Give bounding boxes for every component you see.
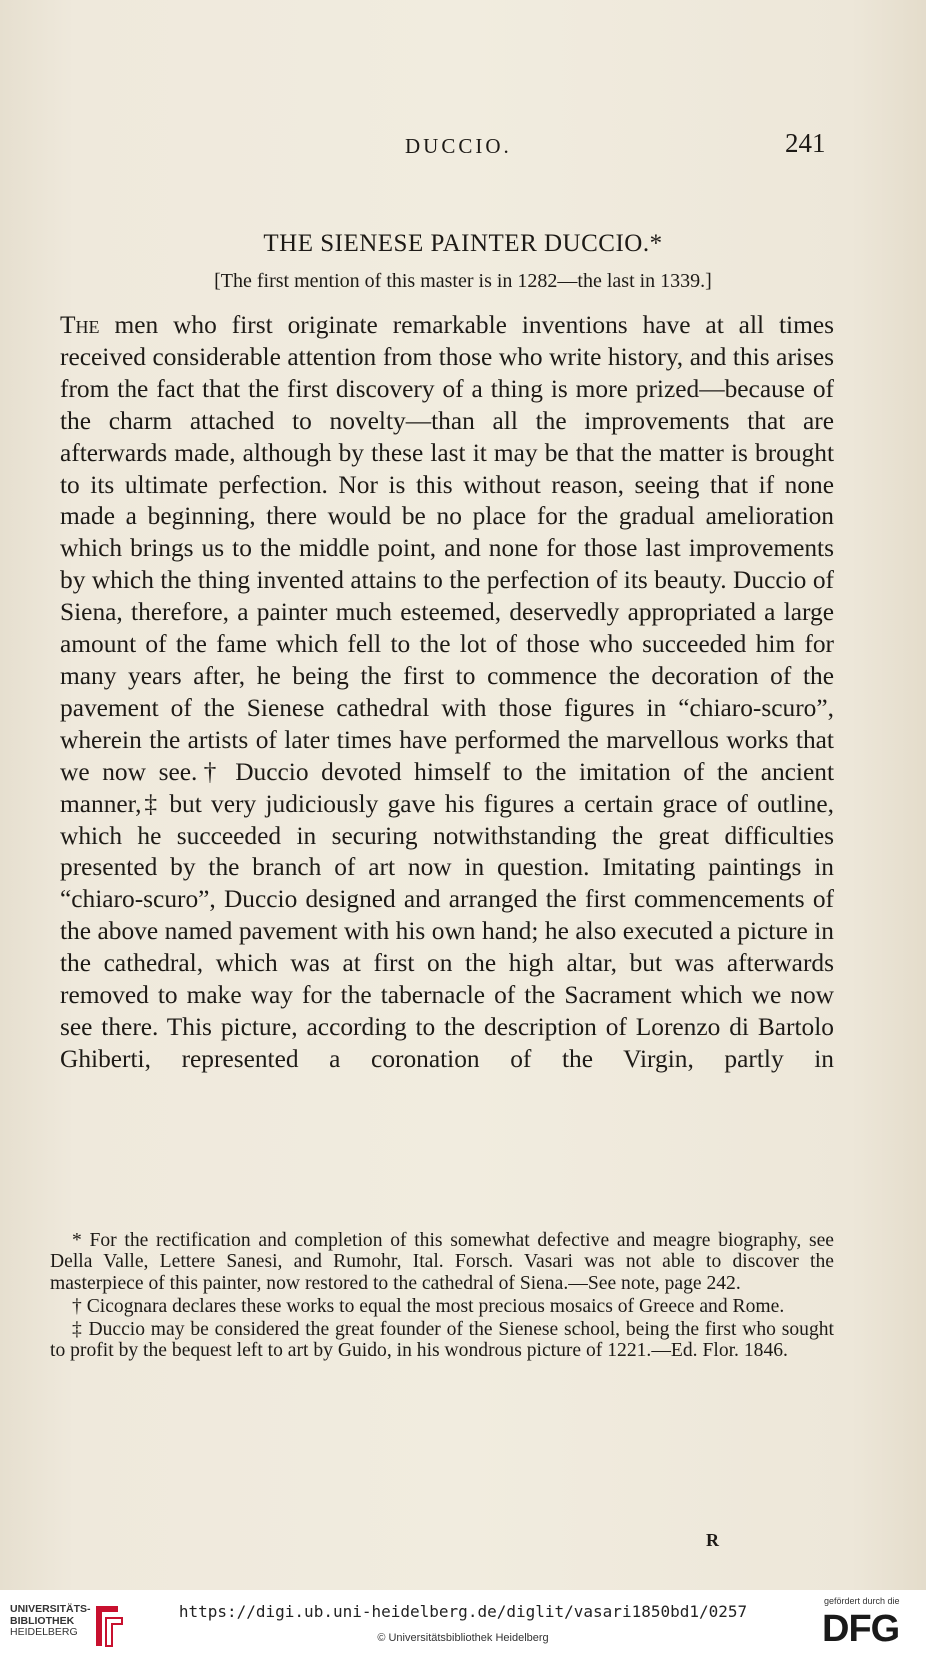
running-head-title: DUCCIO. bbox=[405, 134, 512, 158]
funder-label: gefördert durch die bbox=[824, 1596, 900, 1606]
logo-line-1: UNIVERSITÄTS- bbox=[10, 1603, 91, 1615]
footnote-1: * For the rectification and completion of this somewhat defective and meagre biography, see Della Valle, Lettere Sanesi, and Rumohr, Ital. Forsch. Vasari was not able to discover the masterpiece of this painter, now restored to the cathedral of Siena.—See note, page 242. bbox=[50, 1230, 834, 1294]
body-paragraph bbox=[60, 310, 834, 1076]
chapter-title: THE SIENESE PAINTER DUCCIO.* bbox=[263, 230, 663, 257]
logo-line-3: HEIDELBERG bbox=[10, 1626, 78, 1638]
permalink-url[interactable]: https://digi.ub.uni-heidelberg.de/diglit/vasari1850bd1/0257 bbox=[178, 1602, 748, 1621]
page-number: 241 bbox=[785, 128, 826, 158]
first-word: The bbox=[60, 311, 100, 339]
signature-mark: R bbox=[706, 1530, 719, 1550]
body-text: men who first originate remarkable inventions have at all times received considerable attention from those who write history, and this arises from the fact that the first discovery of a thing is more prized—because of the charm attached to novelty—than all the improvements that are afterwards made, although by these last it may be that the matter is brought to its ultimate perfection. Nor is this without reason, seeing that if none made a beginning, there would be no place for the gradual amelioration which brings us to the middle point, and none for those last improvements by which the thing invented attains to the perfection of its beauty. Duccio of Siena, therefore, a painter much esteemed, deservedly appropriated a large amount of the fame which fell to the lot of those who succeeded him for many years after, he being the first to commence the decoration of the pavement of the Sienese cathedral with those figures in “chiaro-scuro”, wherein the artists of later times have performed the marvellous works that we now see.† Duccio devoted himself to the imitation of the ancient manner,‡ but very judiciously gave his figures a certain grace of outline, which he succeeded in securing notwithstanding the great difficulties presented by the branch of art now in question. Imitating paintings in “chiaro-scuro”, Duccio designed and arranged the first commencements of the above named pavement with his own hand; he also executed a picture in the cathedral, which was at first on the high altar, but was afterwards removed to make way for the tabernacle of the Sacrament which we now see there. This picture, according to the description of Lorenzo di Bartolo Ghiberti, represented a coronation of the Virgin, partly in bbox=[60, 311, 834, 1073]
dfg-logo[interactable]: DFG bbox=[822, 1608, 900, 1650]
logo-line-2: BIBLIOTHEK bbox=[10, 1614, 75, 1627]
chapter-subtitle: [The first mention of this master is in 1282—the last in 1339.] bbox=[214, 270, 712, 292]
footnotes bbox=[50, 1230, 834, 1362]
footer-bar bbox=[0, 1590, 926, 1662]
copyright-notice: © Universitätsbibliothek Heidelberg bbox=[377, 1632, 549, 1644]
footnote-2: † Cicognara declares these works to equal the most precious mosaics of Greece and Rome. bbox=[72, 1295, 785, 1317]
running-head bbox=[0, 128, 926, 168]
footnote-3: ‡ Duccio may be considered the great founder of the Sienese school, being the first who sought to profit by the bequest left to art by Guido, in his wondrous picture of 1221.—Ed. Flor. 1846. bbox=[50, 1319, 834, 1362]
